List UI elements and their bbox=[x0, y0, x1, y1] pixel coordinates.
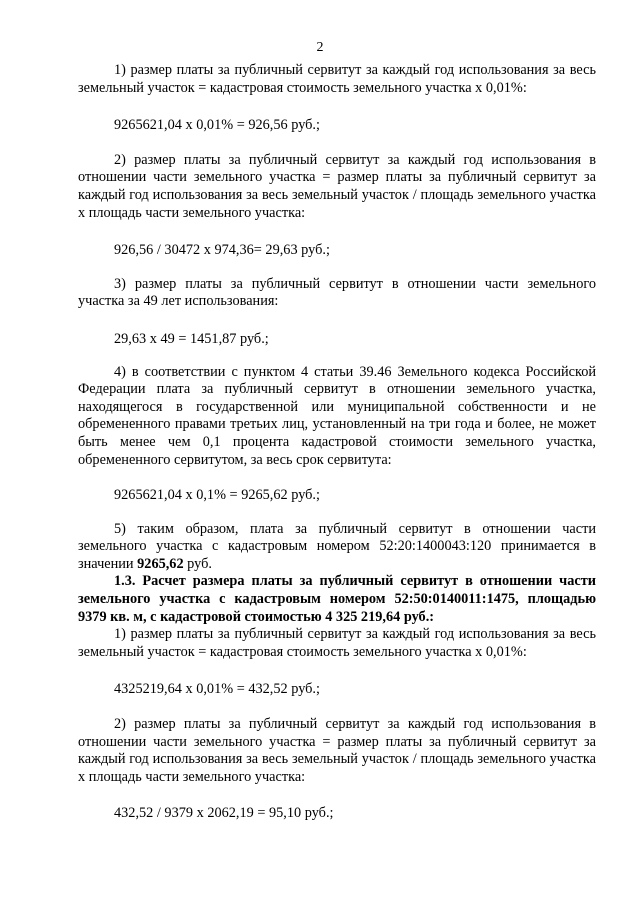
paragraph-5 bbox=[78, 521, 596, 574]
paragraph-6: 1) размер платы за публичный сервитут за каждый год использования за весь земельный участок = кадастровая стоимость земельного участка х 0,01%: bbox=[78, 626, 596, 660]
calculation-3: 29,63 х 49 = 1451,87 руб.; bbox=[114, 330, 269, 347]
document-body bbox=[78, 62, 596, 823]
fee-unit: руб. bbox=[183, 555, 212, 572]
section-heading: 1.3. Расчет размера платы за публичный сервитут в отношении части земельного участка с кадастровым номером 52:50:0140011:1475, площадью 9379 кв. м, с кадастровой стоимостью 4 325 219,64 руб.: bbox=[78, 573, 596, 625]
calculation-4: 9265621,04 х 0,1% = 9265,62 руб.; bbox=[114, 487, 320, 504]
paragraph-3: 3) размер платы за публичный сервитут в отношении части земельного участка за 49 лет использования: bbox=[78, 275, 596, 310]
paragraph-4: 4) в соответствии с пунктом 4 статьи 39.46 Земельного кодекса Российской Федерации плата за публичный сервитут в отношении земельного участка, находящегося в государственной или муниципальной собственности и не обремененного правами третьих лиц, установленный на три года и более, не может быть менее чем 0,1 процента кадастровой стоимости земельного участка, обремененного сервитутом, за весь срок сервитута: bbox=[78, 363, 596, 468]
paragraph-2: 2) размер платы за публичный сервитут за каждый год использования в отношении части земельного участка = размер платы за публичный сервитут за каждый год использования за весь земельный участок / площадь земельного участка х площадь части земельного участка: bbox=[78, 151, 596, 221]
calculation-7: 432,52 / 9379 х 2062,19 = 95,10 руб.; bbox=[114, 805, 334, 822]
paragraph-5-text: 5) таким образом, плата за публичный сервитут в отношении части земельного участка с кадастровым номером 52:20:1400043:120 принимается в значении bbox=[78, 520, 596, 572]
page-number: 2 bbox=[316, 40, 324, 55]
paragraph-7: 2) размер платы за публичный сервитут за каждый год использования в отношении части земельного участка = размер платы за публичный сервитут за каждый год использования за весь земельный участок / площадь земельного участка х площадь части земельного участка: bbox=[78, 716, 596, 785]
paragraph-1: 1) размер платы за публичный сервитут за каждый год использования за весь земельный участок = кадастровая стоимость земельного участка х 0,01%: bbox=[78, 62, 596, 96]
calculation-1: 9265621,04 х 0,01% = 926,56 руб.; bbox=[114, 117, 320, 134]
calculation-6: 4325219,64 х 0,01% = 432,52 руб.; bbox=[114, 681, 320, 698]
fee-value: 9265,62 bbox=[137, 555, 184, 572]
calculation-2: 926,56 / 30472 х 974,36= 29,63 руб.; bbox=[114, 242, 330, 259]
